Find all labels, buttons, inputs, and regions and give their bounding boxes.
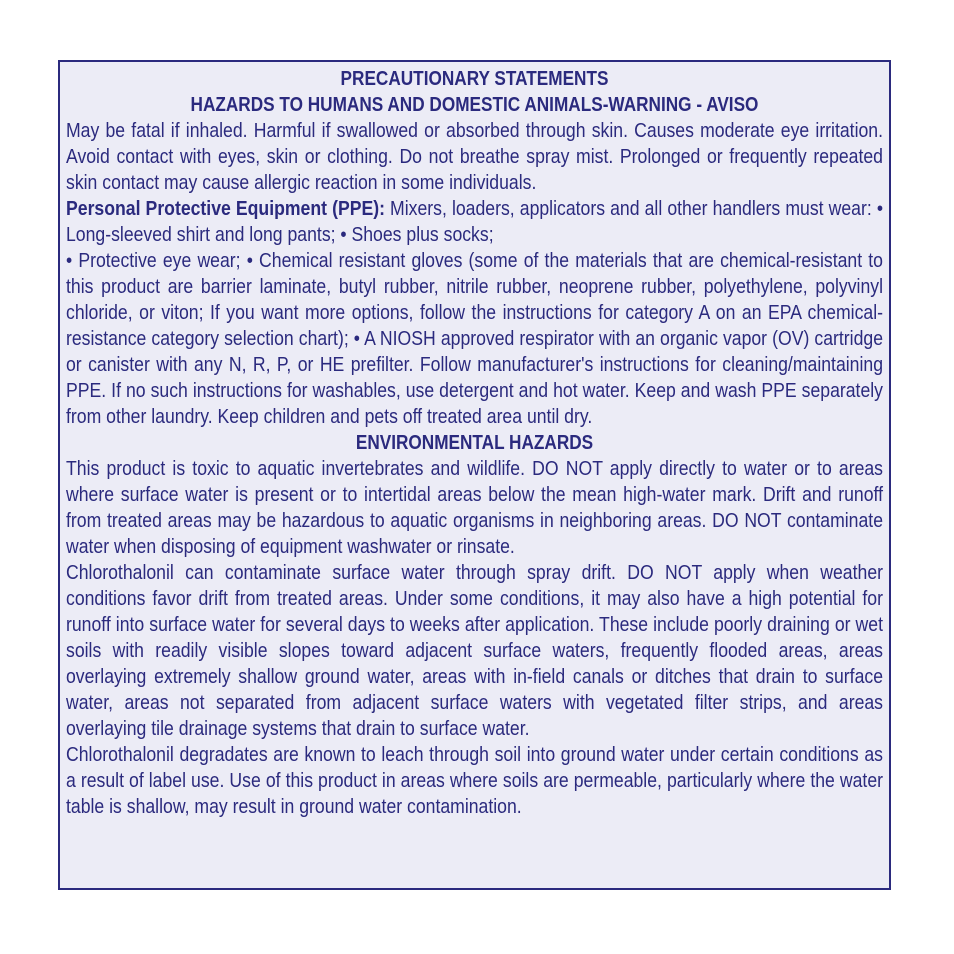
page-title: PRECAUTIONARY STATEMENTS	[340, 68, 609, 90]
environmental-paragraph-3: Chlorothalonil degradates are known to leach through soil into ground water under certain conditions as a result of label use. Use of this product in areas where soils are permeable, particularly where the water table is shallow, may result in ground water contamination.	[66, 743, 883, 818]
environmental-heading: ENVIRONMENTAL HAZARDS	[355, 432, 594, 454]
label-content	[66, 66, 883, 820]
ppe-label: Personal Protective Equipment (PPE):	[66, 197, 385, 220]
hazards-paragraph: May be fatal if inhaled. Harmful if swallowed or absorbed through skin. Causes moderate eye irritation. Avoid contact with eyes, skin or clothing. Do not breathe spray mist. Prolonged or frequently repeated skin contact may cause allergic reaction in some individuals.	[66, 119, 883, 194]
environmental-paragraph-2: Chlorothalonil can contaminate surface water through spray drift. DO NOT apply when weather conditions favor drift from treated areas. Under some conditions, it may also have a high potential for runoff into surface water for several days to weeks after application. These include poorly draining or wet soils with readily visible slopes toward adjacent surface waters, frequently flooded areas, areas overlaying extremely shallow ground water, areas with in-field canals or ditches that drain to surface water, areas not separated from adjacent surface waters with vegetated filter strips, and areas overlaying tile drainage systems that drain to surface water.	[66, 561, 883, 740]
ppe-text: Mixers, loaders, applicators and all other handlers must wear: • Long-sleeved shirt and long pants; • Shoes plus socks;	[66, 197, 883, 246]
hazards-heading: HAZARDS TO HUMANS AND DOMESTIC ANIMALS-WARNING - AVISO	[190, 94, 759, 116]
ppe-paragraph	[66, 196, 883, 248]
environmental-paragraph-1: This product is toxic to aquatic invertebrates and wildlife. DO NOT apply directly to water or to areas where surface water is present or to intertidal areas below the mean high-water mark. Drift and runoff from treated areas may be hazardous to aquatic organisms in neighboring areas. DO NOT contaminate water when disposing of equipment washwater or rinsate.	[66, 457, 883, 558]
ppe-paragraph-2: • Protective eye wear; • Chemical resistant gloves (some of the materials that are chemical-resistant to this product are barrier laminate, butyl rubber, nitrile rubber, neoprene rubber, polyethylene, polyvinyl chloride, or viton; If you want more options, follow the instructions for category A on an EPA chemical-resistance category selection chart); • A NIOSH approved respirator with an organic vapor (OV) cartridge or canister with any N, R, P, or HE prefilter. Follow manufacturer's instructions for cleaning/maintaining PPE. If no such instructions for washables, use detergent and hot water. Keep and wash PPE separately from other laundry. Keep children and pets off treated area until dry.	[66, 249, 883, 428]
precautionary-label-panel	[58, 60, 891, 890]
